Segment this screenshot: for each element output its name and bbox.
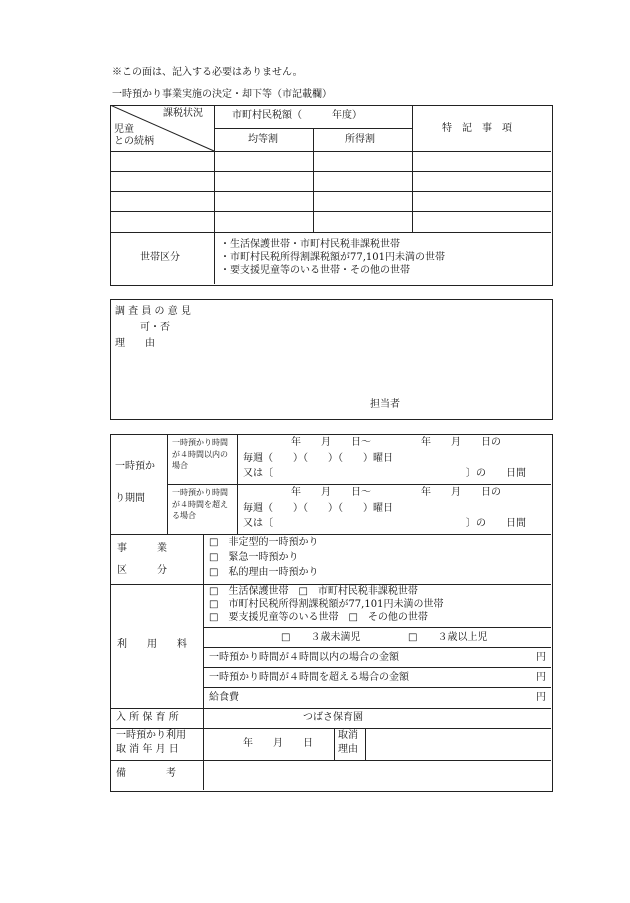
investigator-box: [110, 299, 553, 420]
business-option-checkbox[interactable]: □ 非定型的一時預かり: [209, 537, 319, 548]
household-option: ・生活保護世帯・市町村民税非課税世帯: [220, 239, 400, 250]
household-option: ・要支援児童等のいる世帯・その他の世帯: [220, 265, 410, 276]
notes-label: 備 考: [116, 768, 176, 779]
notice-text: ※この面は、記入する必要はありません。: [112, 67, 303, 78]
period-weekly: 毎週（ ）（ ）（ ）曜日: [243, 453, 393, 464]
child-label: 児童: [114, 124, 134, 135]
yen-unit: 円: [536, 652, 546, 663]
cancel-date: 年 月 日: [243, 738, 313, 749]
fee-within-4h-label: 一時預かり時間が４時間以内の場合の金額: [209, 652, 399, 663]
period-weekly: 毎週（ ）（ ）（ ）曜日: [243, 503, 393, 514]
yen-unit: 円: [536, 692, 546, 703]
business-label: 区 分: [117, 565, 167, 576]
business-label: 事 業: [117, 543, 167, 554]
household-label: 世帯区分: [140, 252, 180, 263]
period-condition-within-4h: 一時預かり時間が４時間以内の場合: [172, 438, 228, 471]
nursery-label: 入 所 保 育 所: [116, 712, 179, 723]
fee-household-checkbox[interactable]: □ 生活保護世帯 □ 市町村民税非課税世帯: [209, 586, 418, 597]
equal-split-header: 均等割: [248, 134, 278, 145]
municipal-tax-header: 市町村民税額（ 年度）: [232, 110, 362, 121]
relation-label: との続柄: [114, 136, 154, 147]
cancel-label: 一時預かり利用: [116, 730, 186, 741]
age-over3-checkbox[interactable]: □ ３歳以上児: [408, 632, 488, 643]
cancel-reason-label: 取消: [338, 730, 358, 741]
period-or-open: 又は〔: [243, 518, 273, 529]
approval-label: 可・否: [140, 322, 170, 333]
fee-household-checkbox[interactable]: □ 市町村民税所得割課税額が77,101円未満の世帯: [209, 599, 444, 610]
fee-label: 利 用 料: [117, 639, 187, 650]
meal-fee-label: 給食費: [209, 692, 239, 703]
age-under3-checkbox[interactable]: □ ３歳未満児: [281, 632, 361, 643]
period-date-range: 年 月 日～ 年 月 日の: [291, 437, 501, 448]
period-or-close: 〕の 日間: [466, 518, 526, 529]
fee-household-checkbox[interactable]: □ 要支援児童等のいる世帯 □ その他の世帯: [209, 612, 428, 623]
section-title: 一時預かり事業実施の決定・却下等（市記載欄）: [112, 89, 332, 100]
business-option-checkbox[interactable]: □ 私的理由一時預かり: [209, 567, 319, 578]
nursery-value: つばさ保育園: [303, 712, 363, 723]
remarks-header: 特 記 事 項: [442, 123, 512, 134]
cancel-reason-label: 理由: [338, 744, 358, 755]
reason-label: 理 由: [115, 338, 155, 349]
yen-unit: 円: [536, 672, 546, 683]
period-label: り期間: [115, 493, 145, 504]
cancel-label: 取 消 年 月 日: [116, 744, 179, 755]
investigator-title: 調 査 員 の 意 見: [115, 306, 191, 317]
income-split-header: 所得割: [345, 134, 375, 145]
period-date-range: 年 月 日～ 年 月 日の: [291, 487, 501, 498]
household-option: ・市町村民税所得割課税額が77,101円未満の世帯: [220, 252, 445, 263]
period-or-close: 〕の 日間: [466, 468, 526, 479]
period-or-open: 又は〔: [243, 468, 273, 479]
business-option-checkbox[interactable]: □ 緊急一時預かり: [209, 552, 299, 563]
tax-status-label: 課税状況: [163, 108, 203, 119]
person-in-charge-label: 担当者: [370, 399, 400, 410]
period-label: 一時預か: [115, 461, 155, 472]
fee-over-4h-label: 一時預かり時間が４時間を超える場合の金額: [209, 672, 409, 683]
period-condition-over-4h: 一時預かり時間が４時間を超える場合: [172, 488, 228, 521]
